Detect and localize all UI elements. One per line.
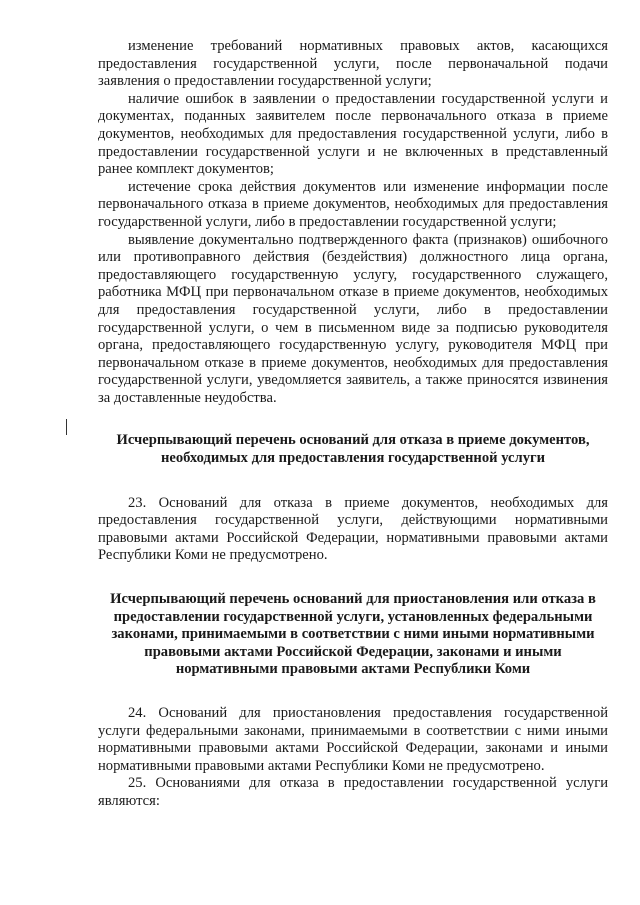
paragraph-23: 23. Оснований для отказа в приеме документов, необходимых для предоставления государственной услуги, действующими нормативными правовыми актами Российской Федерации, нормативными правовыми актами Республики Коми не предусмотрено. xyxy=(98,494,608,564)
paragraph-24: 24. Оснований для приостановления предоставления государственной услуги федеральными законами, принимаемыми в соответствии с ними иными нормативными правовыми актами Российской Федерации, законами и иными нормативными правовыми актами Республики Коми не предусмотрено. xyxy=(98,705,608,774)
document-page xyxy=(98,38,608,811)
paragraph-expiry-of-documents: истечение срока действия документов или изменение информации после первоначального отказа в приеме документов, необходимых для предоставления государственной услуги, либо в предоставлении государственной услуги; xyxy=(98,178,608,230)
paragraph-errors-in-application: наличие ошибок в заявлении о предоставлении государственной услуги и документах, поданных заявителем после первоначального отказа в приеме документов, необходимых для предоставления государственной услуги, либо в предоставлении государственной услуги и не включенных в представленный ранее комплект документов; xyxy=(98,90,608,178)
section-heading-refusal-documents: Исчерпывающий перечень оснований для отказа в приеме документов, необходимых для предоставления государственной услуги xyxy=(116,432,590,467)
paragraph-change-requirements: изменение требований нормативных правовых актов, касающихся предоставления государственной услуги, после первоначальной подачи заявления о предоставлении государственной услуги; xyxy=(98,38,608,90)
paragraph-25: 25. Основаниями для отказа в предоставлении государственной услуги являются: xyxy=(98,775,608,809)
margin-mark xyxy=(66,419,67,435)
section-heading-suspension-refusal: Исчерпывающий перечень оснований для приостановления или отказа в предоставлении государственной услуги, установленных федеральными законами, принимаемыми в соответствии с ними иными нормативными правовыми актами Российской Федерации, законами и иными нормативными правовыми актами Республики Коми xyxy=(110,591,596,678)
paragraph-erroneous-action: выявление документально подтвержденного факта (признаков) ошибочного или противоправного действия (бездействия) должностного лица органа, предоставляющего государственную услугу, государственного служащего, работника МФЦ при первоначальном отказе в приеме документов, необходимых для предоставления государственной услуги, либо в предоставлении государственной услуги, о чем в письменном виде за подписью руководителя органа, предоставляющего государственную услугу, руководителя МФЦ при первоначальном отказе в приеме документов, необходимых для предоставления государственной услуги, уведомляется заявитель, а также приносятся извинения за доставленные неудобства. xyxy=(98,231,608,406)
